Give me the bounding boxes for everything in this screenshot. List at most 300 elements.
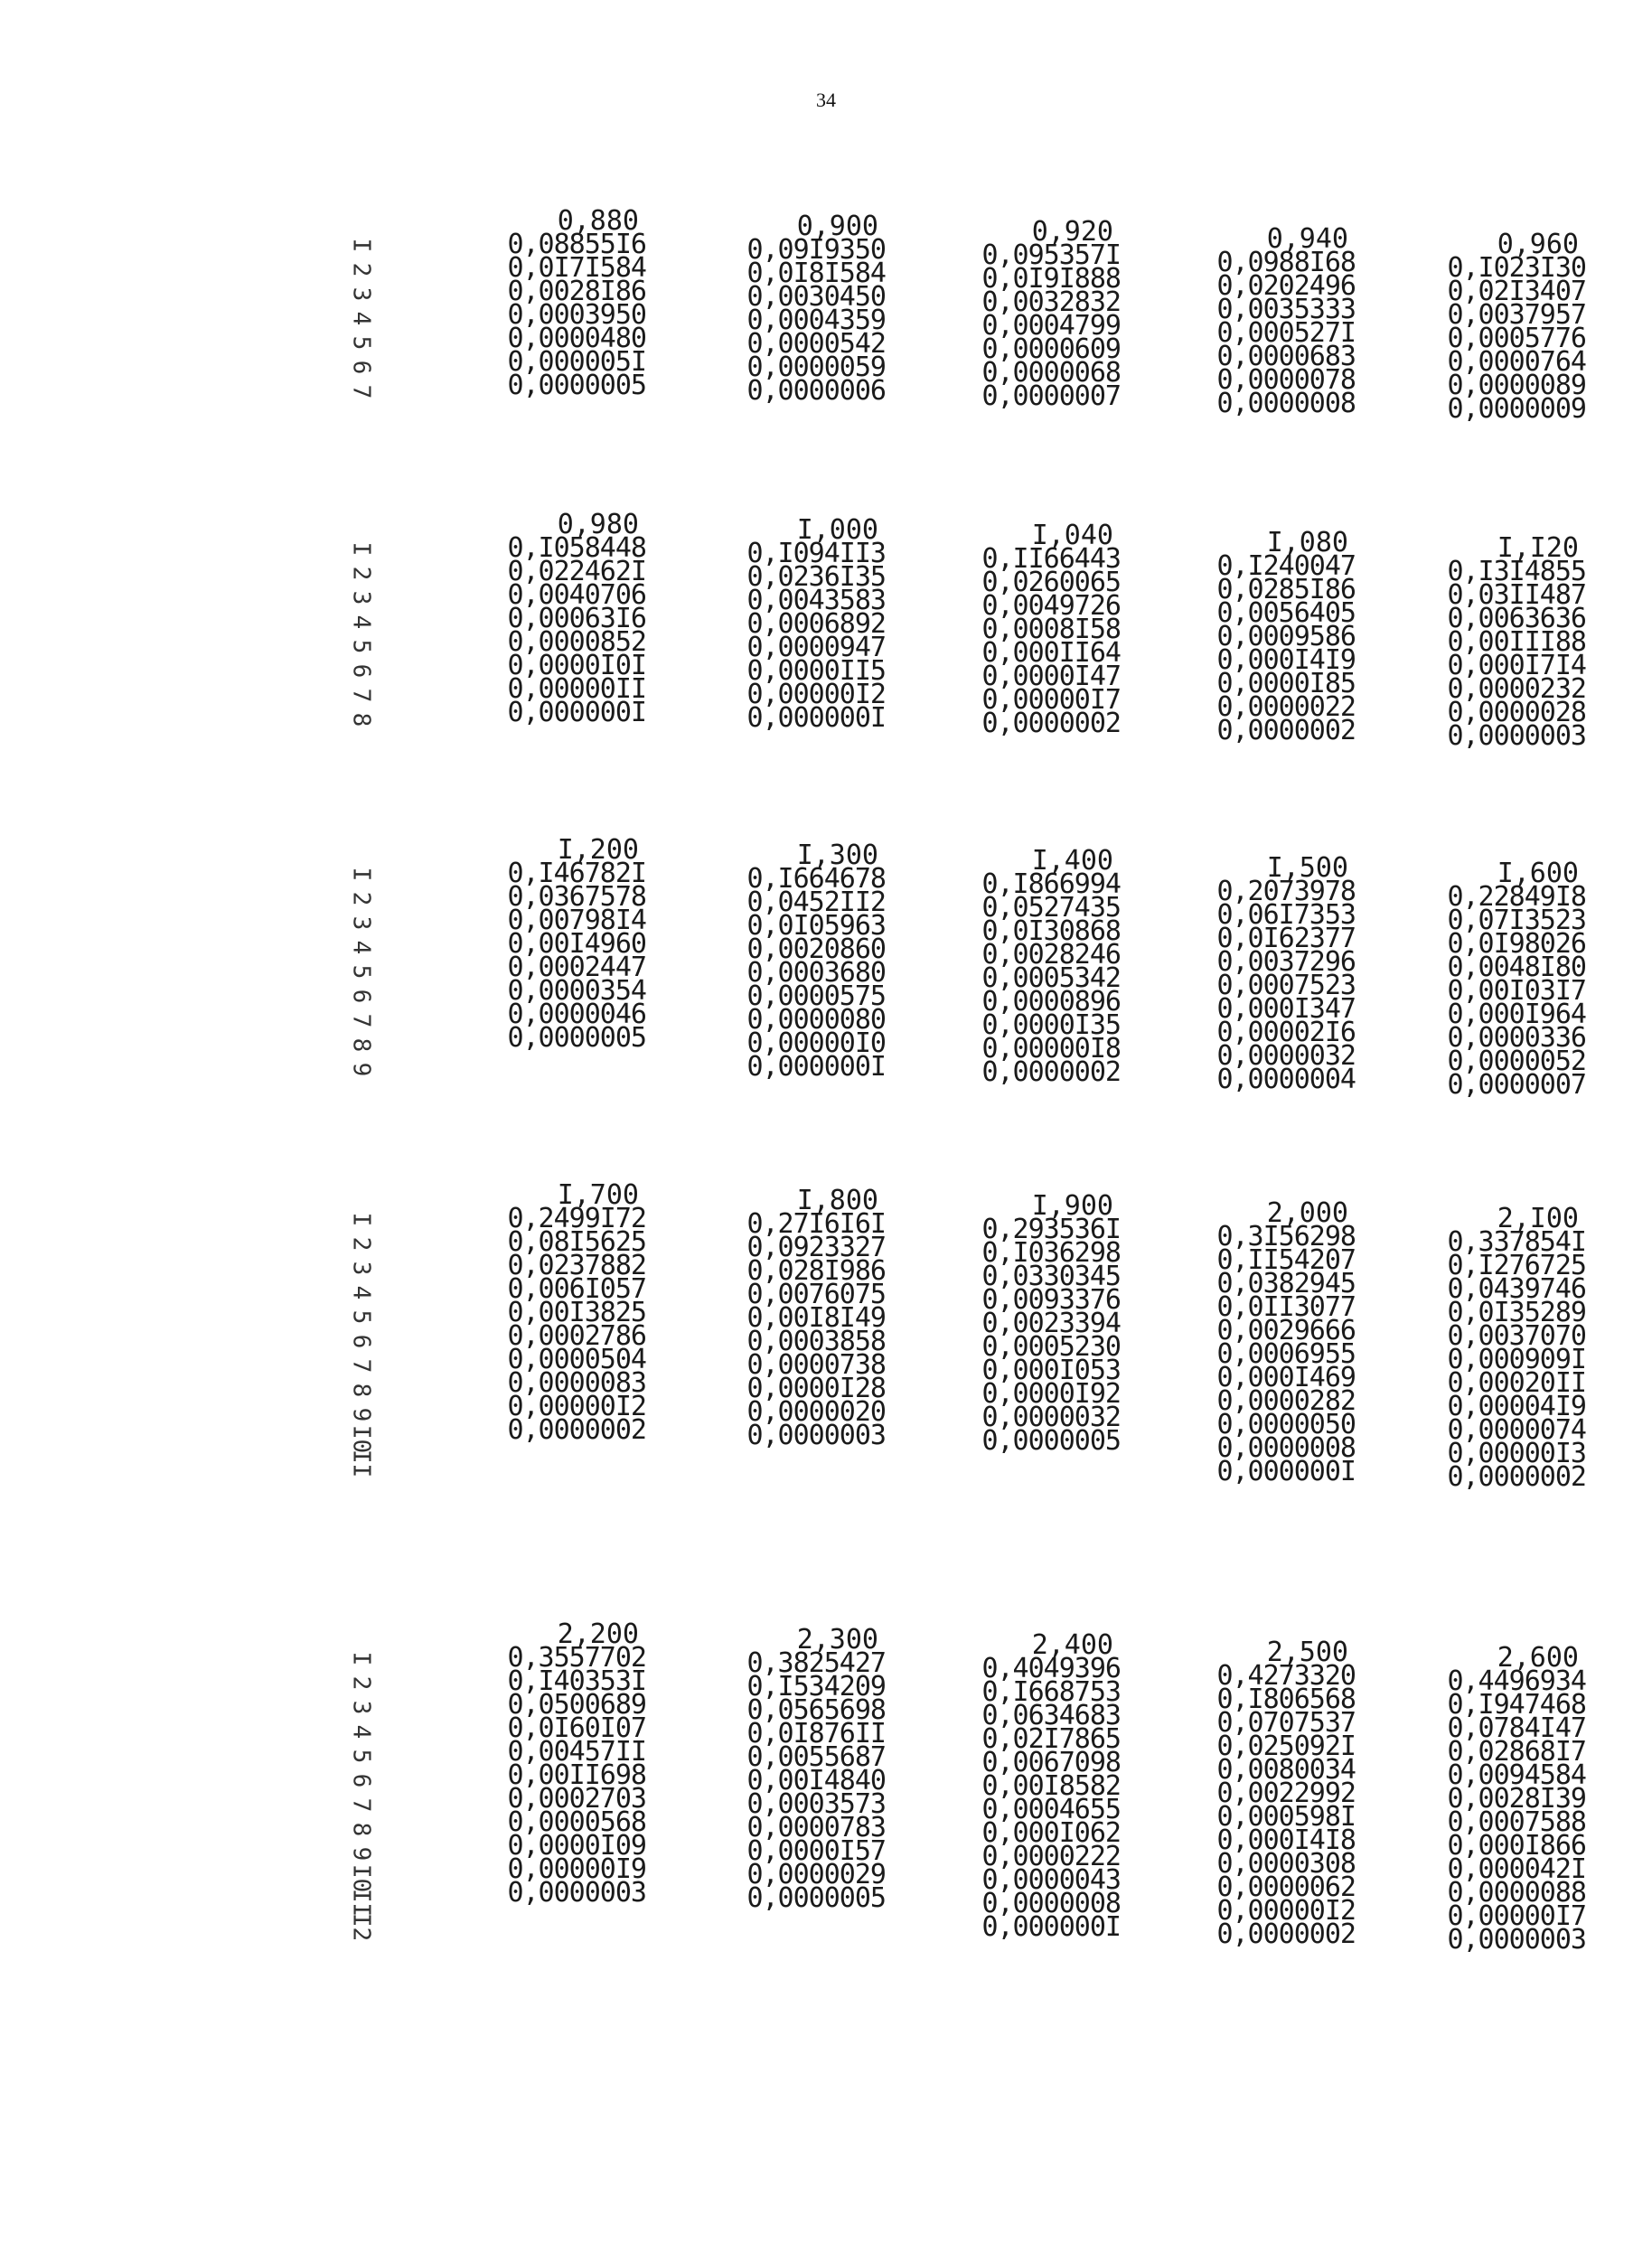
table-cell: 0,0004655	[981, 1794, 1121, 1825]
table-cell: 0,0003950	[507, 299, 646, 331]
row-index: 2	[347, 1675, 375, 1691]
table-cell: 0,0000002	[1216, 715, 1356, 746]
table-cell: 0,0029666	[1216, 1315, 1356, 1346]
table-cell: 0,3557702	[507, 1642, 646, 1674]
table-cell: 0,0000006	[746, 375, 886, 407]
table-cell: 0,0000354	[507, 975, 646, 1007]
table-cell: 0,00000I2	[1216, 1895, 1356, 1927]
table-column	[931, 216, 1121, 412]
table-cell: 0,00I4960	[507, 928, 646, 960]
table-cell: 0,0000080	[746, 1004, 886, 1036]
row-index: 6	[347, 663, 375, 679]
row-index: 2	[347, 566, 375, 581]
table-cell: 0,4496934	[1447, 1665, 1586, 1697]
table-cell: 0,0043583	[746, 585, 886, 616]
row-index: II	[347, 1888, 375, 1918]
column-parameter: I,300	[796, 840, 878, 871]
table-cell: 0,0000308	[1216, 1848, 1356, 1880]
table-cell: 0,000II64	[981, 637, 1121, 669]
table-cell: 0,000000I	[507, 697, 646, 728]
column-parameter: 2,400	[1031, 1629, 1113, 1661]
row-index: I	[347, 238, 375, 253]
column-parameter: 0,920	[1031, 216, 1113, 248]
table-cell: 0,0I8I584	[746, 258, 886, 289]
table-cell: 0,02868I7	[1447, 1736, 1586, 1768]
row-index: I	[347, 1212, 375, 1227]
column-parameter: I,I20	[1497, 532, 1579, 564]
row-index: 4	[347, 940, 375, 955]
table-cell: 0,00000I2	[507, 1391, 646, 1422]
row-index: 6	[347, 360, 375, 375]
row-index: 2	[347, 1236, 375, 1252]
table-cell: 0,293536I	[981, 1214, 1121, 1245]
table-cell: 0,0367578	[507, 881, 646, 913]
row-index: 7	[347, 1013, 375, 1028]
table-cell: 0,0007588	[1447, 1806, 1586, 1838]
row-index: II	[347, 1449, 375, 1478]
table-cell: 0,0055687	[746, 1741, 886, 1773]
table-cell: 0,0030450	[746, 281, 886, 313]
table-cell: 0,000I053	[981, 1355, 1121, 1386]
table-cell: 0,0000I85	[1216, 668, 1356, 699]
table-cell: 0,0080034	[1216, 1754, 1356, 1786]
table-cell: 0,0000005	[507, 1022, 646, 1054]
table-cell: 0,000I347	[1216, 993, 1356, 1025]
table-cell: 0,03II487	[1447, 579, 1586, 611]
column-parameter: I,200	[557, 834, 639, 866]
table-cell: 0,0000609	[981, 333, 1121, 365]
row-index: I	[347, 541, 375, 557]
page-number: 34	[816, 89, 836, 111]
table-cell: 0,0000I57	[746, 1835, 886, 1867]
table-column	[1166, 223, 1356, 419]
table-cell: 0,000000I	[1216, 1456, 1356, 1487]
row-index: 5	[347, 1749, 375, 1764]
table-cell: 0,0004799	[981, 310, 1121, 342]
table-cell: 0,00457II	[507, 1736, 646, 1768]
table-cell: 0,0094584	[1447, 1759, 1586, 1791]
table-cell: 0,00000I7	[981, 684, 1121, 716]
column-parameter: 2,500	[1266, 1637, 1348, 1668]
table-cell: 0,0I7I584	[507, 252, 646, 284]
column-parameter: 2,300	[796, 1624, 878, 1656]
row-index: 7	[347, 1797, 375, 1813]
table-cell: 0,337854I	[1447, 1226, 1586, 1258]
table-cell: 0,0002447	[507, 952, 646, 983]
table-cell: 0,0032832	[981, 286, 1121, 318]
row-index: I2	[347, 1912, 375, 1942]
table-cell: 0,0000I28	[746, 1373, 886, 1404]
table-column	[456, 509, 646, 728]
table-cell: 0,000598I	[1216, 1801, 1356, 1833]
table-cell: 0,2499I72	[507, 1203, 646, 1234]
table-cell: 0,I094II3	[746, 538, 886, 569]
table-cell: 0,0000089	[1447, 370, 1586, 401]
table-column	[696, 1185, 886, 1451]
table-cell: 0,0000852	[507, 626, 646, 658]
table-cell: 0,I866994	[981, 868, 1121, 900]
table-cell: 0,0000568	[507, 1806, 646, 1838]
row-index-column	[342, 862, 380, 1082]
table-cell: 0,0I9I888	[981, 263, 1121, 295]
row-index: I	[347, 1651, 375, 1666]
table-cell: 0,0008I58	[981, 614, 1121, 645]
table-cell: 0,I664678	[746, 863, 886, 895]
column-parameter: I,080	[1266, 527, 1348, 558]
table-cell: 0,00000I2	[746, 679, 886, 710]
table-cell: 0,0000032	[1216, 1040, 1356, 1072]
table-column	[1396, 1203, 1586, 1493]
table-cell: 0,0037070	[1447, 1320, 1586, 1352]
row-index: 6	[347, 1334, 375, 1349]
table-cell: 0,00000I7	[1447, 1900, 1586, 1932]
table-cell: 0,0000764	[1447, 346, 1586, 378]
row-index: 6	[347, 989, 375, 1004]
table-cell: 0,00063I6	[507, 603, 646, 634]
table-cell: 0,I023I30	[1447, 252, 1586, 284]
table-cell: 0,0003858	[746, 1326, 886, 1357]
table-cell: 0,0237882	[507, 1250, 646, 1281]
table-cell: 0,I3I4855	[1447, 556, 1586, 587]
table-cell: 0,4273320	[1216, 1660, 1356, 1692]
table-cell: 0,06I7353	[1216, 899, 1356, 931]
table-cell: 0,0500689	[507, 1689, 646, 1721]
table-cell: 0,09I9350	[746, 234, 886, 266]
table-cell: 0,0988I68	[1216, 247, 1356, 278]
table-cell: 0,0000007	[981, 380, 1121, 412]
table-cell: 0,000I4I8	[1216, 1825, 1356, 1856]
table-cell: 0,0000029	[746, 1859, 886, 1890]
row-index-column	[342, 233, 380, 404]
row-index: 2	[347, 891, 375, 906]
row-index: I0	[347, 1863, 375, 1893]
table-cell: 0,0634683	[981, 1700, 1121, 1731]
table-cell: 0,0000008	[1216, 1432, 1356, 1464]
table-cell: 0,0382945	[1216, 1268, 1356, 1299]
column-parameter: I,800	[796, 1185, 878, 1216]
table-cell: 0,0005342	[981, 962, 1121, 994]
table-cell: 0,0037296	[1216, 946, 1356, 978]
table-cell: 0,0049726	[981, 590, 1121, 622]
table-cell: 0,I240047	[1216, 550, 1356, 582]
table-cell: 0,095357I	[981, 239, 1121, 271]
row-index: 4	[347, 1285, 375, 1300]
table-cell: 0,0236I35	[746, 561, 886, 593]
table-cell: 0,0000022	[1216, 691, 1356, 723]
table-cell: 0,0009586	[1216, 621, 1356, 652]
table-cell: 0,0000I35	[981, 1009, 1121, 1041]
table-column	[1166, 852, 1356, 1095]
table-cell: 0,0I60I07	[507, 1712, 646, 1744]
table-cell: 0,000000I	[746, 702, 886, 734]
row-index: 3	[347, 590, 375, 605]
table-cell: 0,000I4I9	[1216, 644, 1356, 676]
table-cell: 0,0037957	[1447, 299, 1586, 331]
table-cell: 0,0784I47	[1447, 1712, 1586, 1744]
column-parameter: 2,000	[1266, 1197, 1348, 1229]
row-index: 4	[347, 614, 375, 630]
table-cell: 0,006I057	[507, 1273, 646, 1305]
table-cell: 0,000000I	[746, 1051, 886, 1083]
table-cell: 0,0000088	[1447, 1877, 1586, 1909]
table-cell: 0,0000005	[746, 1882, 886, 1914]
table-cell: 0,0000032	[981, 1402, 1121, 1433]
row-index: 5	[347, 335, 375, 351]
table-cell: 0,0040706	[507, 579, 646, 611]
table-cell: 0,27I6I6I	[746, 1208, 886, 1240]
table-column	[696, 1624, 886, 1914]
table-cell: 0,0000074	[1447, 1414, 1586, 1446]
table-cell: 0,0000222	[981, 1841, 1121, 1872]
row-index: 3	[347, 1261, 375, 1276]
table-cell: 0,0565698	[746, 1694, 886, 1726]
column-parameter: 2,I00	[1497, 1203, 1579, 1234]
row-index: 4	[347, 311, 375, 326]
table-cell: 0,0000896	[981, 986, 1121, 1018]
table-cell: 0,00002I6	[1216, 1017, 1356, 1048]
table-cell: 0,0000009	[1447, 393, 1586, 425]
column-parameter: I,600	[1497, 858, 1579, 889]
table-column	[696, 514, 886, 734]
row-index: 4	[347, 1724, 375, 1740]
table-cell: 0,022462I	[507, 556, 646, 587]
row-index: 9	[347, 1407, 375, 1422]
row-index: 2	[347, 262, 375, 277]
row-index: 9	[347, 1062, 375, 1077]
table-cell: 0,0000002	[1216, 1918, 1356, 1950]
row-index: 5	[347, 964, 375, 980]
row-index: I	[347, 867, 375, 882]
table-cell: 0,I058448	[507, 532, 646, 564]
table-cell: 0,0028246	[981, 939, 1121, 971]
row-index: 8	[347, 712, 375, 727]
table-cell: 0,00I4840	[746, 1765, 886, 1796]
table-cell: 0,0048I80	[1447, 952, 1586, 983]
row-index: I0	[347, 1424, 375, 1454]
table-cell: 0,000005I	[507, 346, 646, 378]
table-cell: 0,0000003	[1447, 1924, 1586, 1956]
table-cell: 0,08855I6	[507, 229, 646, 260]
table-column	[456, 1618, 646, 1909]
table-cell: 0,025092I	[1216, 1731, 1356, 1762]
table-cell: 0,0000062	[1216, 1871, 1356, 1903]
table-column	[1166, 1637, 1356, 1950]
table-cell: 0,0000083	[507, 1367, 646, 1399]
table-cell: 0,0076075	[746, 1279, 886, 1310]
row-index-column	[342, 1207, 380, 1476]
table-cell: 0,0527435	[981, 892, 1121, 924]
table-cell: 0,0002703	[507, 1783, 646, 1815]
column-parameter: I,700	[557, 1179, 639, 1211]
column-parameter: 0,960	[1497, 229, 1579, 260]
table-column	[931, 845, 1121, 1088]
table-cell: 0,0000028	[1447, 697, 1586, 728]
table-cell: 0,0000068	[981, 357, 1121, 389]
table-cell: 0,0707537	[1216, 1707, 1356, 1739]
row-index: 3	[347, 915, 375, 931]
table-cell: 0,0000I0I	[507, 650, 646, 681]
column-parameter: 2,600	[1497, 1642, 1579, 1674]
table-column	[1396, 229, 1586, 425]
table-cell: 0,000I866	[1447, 1830, 1586, 1862]
table-cell: 0,0003680	[746, 957, 886, 989]
table-cell: 0,02I7865	[981, 1723, 1121, 1755]
table-cell: 0,0023394	[981, 1308, 1121, 1339]
table-cell: 0,0439746	[1447, 1273, 1586, 1305]
table-cell: 0,0005230	[981, 1331, 1121, 1363]
table-cell: 0,00798I4	[507, 905, 646, 936]
table-cell: 0,0000504	[507, 1344, 646, 1375]
table-column	[1166, 1197, 1356, 1487]
table-cell: 0,0067098	[981, 1747, 1121, 1778]
table-cell: 0,0000232	[1447, 673, 1586, 705]
table-cell: 0,0000003	[507, 1877, 646, 1909]
row-index: 7	[347, 384, 375, 399]
table-cell: 0,000I062	[981, 1817, 1121, 1849]
row-index-column	[342, 1646, 380, 1942]
table-column	[931, 1629, 1121, 1943]
column-parameter: 2,200	[557, 1618, 639, 1650]
column-parameter: 0,880	[557, 205, 639, 237]
table-cell: 0,0006892	[746, 608, 886, 640]
table-cell: 0,0000683	[1216, 341, 1356, 372]
table-cell: 0,0000738	[746, 1349, 886, 1381]
table-cell: 0,00000II	[507, 673, 646, 705]
table-cell: 0,0022992	[1216, 1778, 1356, 1809]
table-cell: 0,I46782I	[507, 858, 646, 889]
row-index: 9	[347, 1846, 375, 1862]
row-index: 5	[347, 639, 375, 654]
table-cell: 0,00000I0	[746, 1027, 886, 1059]
table-cell: 0,00000I8	[981, 1033, 1121, 1065]
row-index: 8	[347, 1037, 375, 1053]
table-cell: 0,0000002	[1447, 1461, 1586, 1493]
table-cell: 0,0020860	[746, 933, 886, 965]
table-cell: 0,0006955	[1216, 1338, 1356, 1370]
table-cell: 0,0035333	[1216, 294, 1356, 325]
table-cell: 0,000I7I4	[1447, 650, 1586, 681]
column-parameter: I,040	[1031, 520, 1113, 551]
row-index: 6	[347, 1773, 375, 1788]
table-column	[1166, 527, 1356, 746]
table-cell: 0,0I30868	[981, 915, 1121, 947]
table-cell: 0,00II698	[507, 1759, 646, 1791]
column-parameter: 0,940	[1266, 223, 1348, 255]
table-cell: 0,0I98026	[1447, 928, 1586, 960]
table-cell: 0,00I8I49	[746, 1302, 886, 1334]
table-cell: 0,I806568	[1216, 1684, 1356, 1715]
table-cell: 0,I036298	[981, 1237, 1121, 1269]
table-cell: 0,0I876II	[746, 1718, 886, 1750]
table-cell: 0,00020II	[1447, 1367, 1586, 1399]
table-cell: 0,0002786	[507, 1320, 646, 1352]
table-cell: 0,08I5625	[507, 1226, 646, 1258]
table-column	[696, 211, 886, 407]
table-column	[931, 1190, 1121, 1457]
table-cell: 0,0260065	[981, 567, 1121, 598]
table-cell: 0,I947468	[1447, 1689, 1586, 1721]
column-parameter: 0,980	[557, 509, 639, 540]
row-index: 7	[347, 1358, 375, 1374]
table-cell: 0,0000008	[981, 1888, 1121, 1919]
table-cell: 0,000909I	[1447, 1344, 1586, 1375]
table-cell: 0,0003573	[746, 1788, 886, 1820]
row-index: 8	[347, 1822, 375, 1837]
table-cell: 0,0028I39	[1447, 1783, 1586, 1815]
table-cell: 0,0000046	[507, 999, 646, 1030]
table-cell: 0,0056405	[1216, 597, 1356, 629]
table-cell: 0,0000005	[981, 1425, 1121, 1457]
table-column	[1396, 858, 1586, 1101]
row-index: 8	[347, 1383, 375, 1398]
row-index: 3	[347, 1700, 375, 1715]
column-parameter: I,000	[796, 514, 878, 546]
table-cell: 0,0I35289	[1447, 1297, 1586, 1328]
table-cell: 0,0000282	[1216, 1385, 1356, 1417]
table-cell: 0,0004359	[746, 305, 886, 336]
table-cell: 0,0000002	[981, 708, 1121, 739]
table-cell: 0,0000575	[746, 980, 886, 1012]
table-cell: 0,00000I3	[1447, 1438, 1586, 1469]
table-cell: 0,0000059	[746, 352, 886, 383]
table-cell: 0,3I56298	[1216, 1221, 1356, 1252]
table-cell: 0,4049396	[981, 1653, 1121, 1684]
table-cell: 0,0452II2	[746, 886, 886, 918]
table-cell: 0,0000542	[746, 328, 886, 360]
table-cell: 0,0202496	[1216, 270, 1356, 302]
table-cell: 0,3825427	[746, 1647, 886, 1679]
table-cell: 0,0000003	[746, 1420, 886, 1451]
table-cell: 0,0000008	[1216, 388, 1356, 419]
table-cell: 0,0093376	[981, 1284, 1121, 1316]
table-cell: 0,000042I	[1447, 1853, 1586, 1885]
table-cell: 0,0000783	[746, 1812, 886, 1843]
table-cell: 0,0000005	[507, 370, 646, 401]
table-cell: 0,0000947	[746, 632, 886, 663]
table-cell: 0,0000003	[1447, 720, 1586, 752]
table-cell: 0,00000I9	[507, 1853, 646, 1885]
table-cell: 0,0000336	[1447, 1022, 1586, 1054]
table-cell: 0,0000004	[1216, 1064, 1356, 1095]
table-cell: 0,0I62377	[1216, 923, 1356, 954]
table-cell: 0,0000II5	[746, 655, 886, 687]
table-column	[456, 834, 646, 1054]
table-cell: 0,II54207	[1216, 1244, 1356, 1276]
table-cell: 0,00I8582	[981, 1770, 1121, 1802]
table-cell: 0,0000050	[1216, 1409, 1356, 1440]
table-cell: 0,00I03I7	[1447, 975, 1586, 1007]
column-parameter: 0,900	[796, 211, 878, 242]
table-cell: 0,000I964	[1447, 999, 1586, 1030]
row-index-column	[342, 537, 380, 732]
table-cell: 0,0007523	[1216, 970, 1356, 1001]
table-cell: 0,22849I8	[1447, 881, 1586, 913]
table-cell: 0,I40353I	[507, 1665, 646, 1697]
table-cell: 0,0000007	[1447, 1069, 1586, 1101]
table-cell: 0,0000002	[507, 1414, 646, 1446]
table-cell: 0,0000002	[981, 1056, 1121, 1088]
table-column	[456, 205, 646, 401]
table-cell: 0,07I3523	[1447, 905, 1586, 936]
table-cell: 0,00I3825	[507, 1297, 646, 1328]
column-parameter: I,900	[1031, 1190, 1113, 1222]
table-cell: 0,I668753	[981, 1676, 1121, 1708]
table-column	[1396, 1642, 1586, 1956]
table-column	[1396, 532, 1586, 752]
table-cell: 0,0000480	[507, 323, 646, 354]
table-cell: 0,0285I86	[1216, 574, 1356, 605]
column-parameter: I,400	[1031, 845, 1113, 877]
